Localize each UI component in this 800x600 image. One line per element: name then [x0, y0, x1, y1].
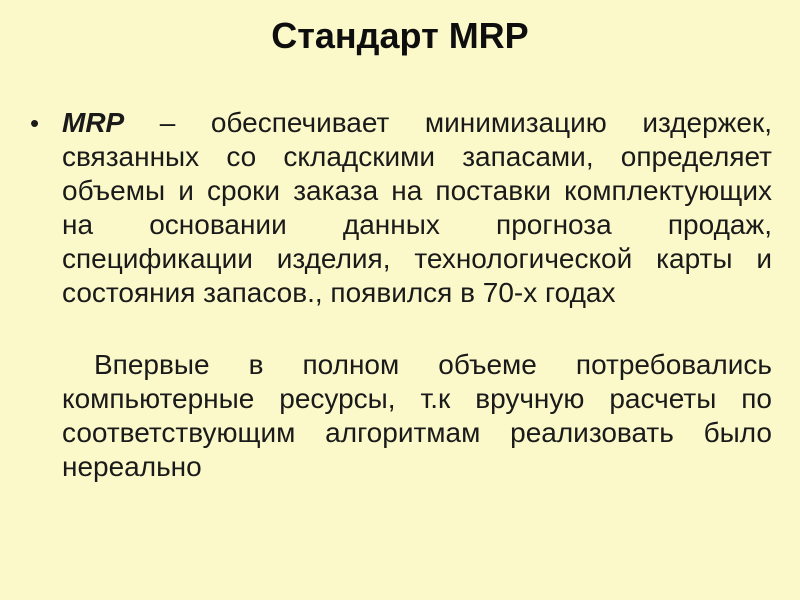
slide-title: Стандарт MRP: [271, 15, 529, 56]
slide-content: [30, 106, 772, 484]
bullet-body: – обеспечивает минимизацию издержек, связанных со складскими запасами, определяет объемы и сроки заказа на поставки комплектующих на основании данных прогноза продаж, спецификации изделия, технологической карты и состояния запасов., появился в 70-х годах: [62, 107, 772, 308]
bullet-item: [30, 106, 772, 310]
bullet-icon: •: [30, 108, 40, 138]
second-paragraph: Впервые в полном объеме потребовались компьютерные ресурсы, т.к вручную расчеты по соответствующим алгоритмам реализовать было нереально: [62, 349, 772, 482]
bullet-text: [62, 106, 772, 310]
bullet-term: MRP: [62, 107, 125, 138]
